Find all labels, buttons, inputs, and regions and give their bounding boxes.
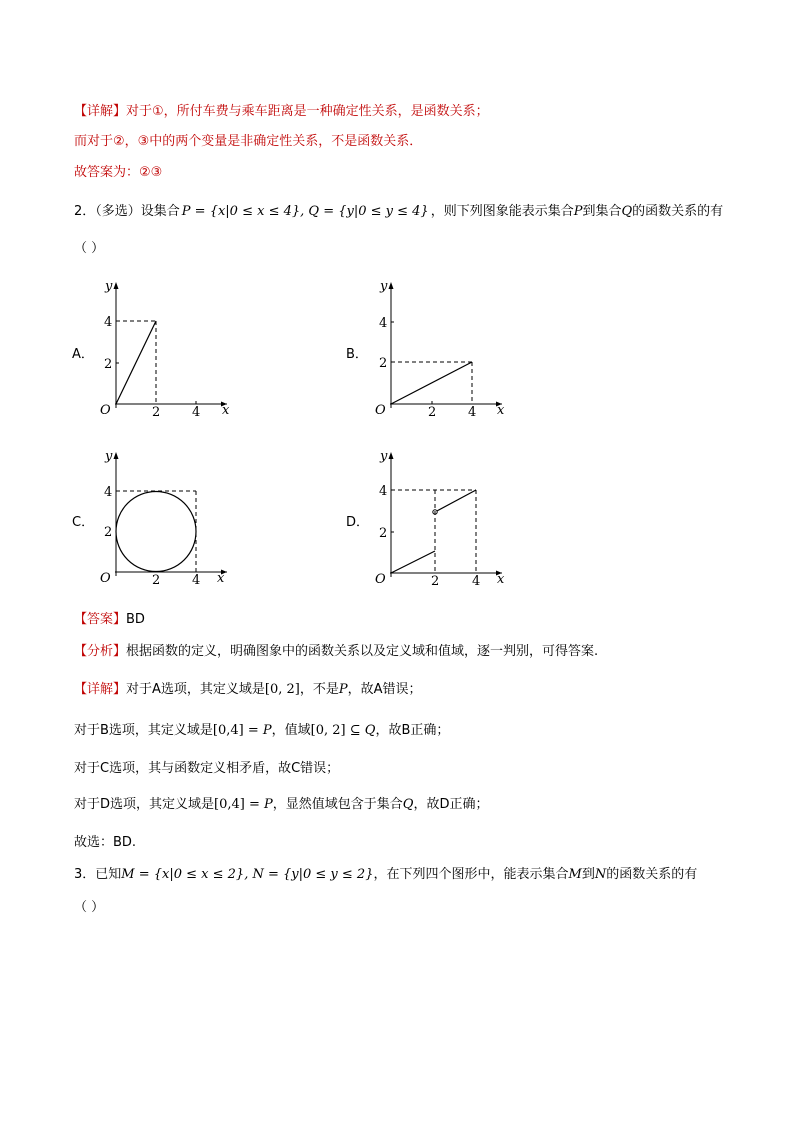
x-axis-label: x — [217, 571, 225, 586]
option-d-label: D． — [346, 515, 370, 530]
detail-tag: 【详解】 — [74, 104, 127, 119]
set-definition: M = {x|0 ≤ x ≤ 2}, N = {y|0 ≤ y ≤ 2} — [121, 867, 374, 882]
graph-b — [370, 278, 510, 418]
question-2-paren: （ ） — [74, 241, 105, 256]
detail-line-b: 对于B选项，其定义域是[0,4] = P，值域[0, 2] ⊆ Q，故B正确； — [74, 723, 450, 738]
x-axis-label: x — [497, 403, 505, 418]
tick-label: 4 — [468, 405, 477, 420]
explanation-line-1: 【详解】对于①，所付车费与乘车距离是一种确定性关系，是函数关系； — [74, 104, 489, 119]
tick-label: 2 — [104, 525, 113, 540]
answer-line: 故答案为：②③ — [74, 165, 163, 180]
question-2-stem: 2．（多选）设集合 P = {x|0 ≤ x ≤ 4}, Q = {y|0 ≤ y ≤ 4} ，则下列图象能表示集合P到集合Q的函数关系的有 — [74, 204, 724, 219]
origin-label: O — [375, 403, 386, 418]
tick-label: 4 — [104, 315, 113, 330]
option-a-label: A． — [72, 347, 94, 362]
set-definition: P = {x|0 ≤ x ≤ 4}, Q = {y|0 ≤ y ≤ 4} — [181, 204, 429, 219]
detail-line-a: 【详解】对于A选项，其定义域是[0, 2]，不是P，故A错误； — [74, 682, 422, 697]
graph-c — [95, 448, 235, 588]
tick-label: 2 — [428, 405, 437, 420]
graph-a — [95, 278, 235, 418]
tick-label: 4 — [379, 484, 388, 499]
y-axis-label: y — [105, 279, 113, 294]
y-axis-label: y — [105, 449, 113, 464]
tick-label: 2 — [104, 357, 113, 372]
x-axis-label: x — [497, 572, 505, 587]
origin-label: O — [100, 571, 111, 586]
tick-label: 2 — [152, 405, 161, 420]
tick-label: 2 — [379, 526, 388, 541]
tick-label: 4 — [472, 574, 481, 589]
analysis-tag: 【分析】 — [74, 644, 127, 659]
tick-label: 2 — [431, 574, 440, 589]
option-b-label: B． — [346, 347, 368, 362]
question-3-paren: （ ） — [74, 900, 105, 915]
question-3-stem: 3．已知M = {x|0 ≤ x ≤ 2}, N = {y|0 ≤ y ≤ 2}，在下列四个图形中，能表示集合M到N的函数关系的有 — [74, 867, 698, 882]
tick-label: 4 — [379, 316, 388, 331]
detail-tag: 【详解】 — [74, 682, 127, 697]
conclusion-line: 故选：BD. — [74, 835, 137, 850]
detail-line-d: 对于D选项，其定义域是[0,4] = P，显然值域包含于集合Q，故D正确； — [74, 797, 489, 812]
tick-label: 4 — [192, 573, 201, 588]
answer-value: BD — [126, 612, 145, 627]
detail-line-c: 对于C选项，其与函数定义相矛盾，故C错误； — [74, 761, 340, 776]
tick-label: 4 — [192, 405, 201, 420]
y-axis-label: y — [380, 449, 388, 464]
tick-label: 2 — [152, 573, 161, 588]
origin-label: O — [375, 572, 386, 587]
graph-d — [370, 448, 510, 588]
analysis-line: 【分析】根据函数的定义，明确图象中的函数关系以及定义域和值域，逐一判别，可得答案. — [74, 644, 599, 659]
answer-line — [74, 611, 145, 629]
tick-label: 2 — [379, 356, 388, 371]
tick-label: 4 — [104, 485, 113, 500]
y-axis-label: y — [380, 279, 388, 294]
x-axis-label: x — [222, 403, 230, 418]
answer-tag: 【答案】 — [74, 612, 127, 627]
explanation-line-2: 而对于②，③中的两个变量是非确定性关系，不是函数关系． — [74, 134, 423, 149]
origin-label: O — [100, 403, 111, 418]
option-c-label: C． — [72, 515, 95, 530]
